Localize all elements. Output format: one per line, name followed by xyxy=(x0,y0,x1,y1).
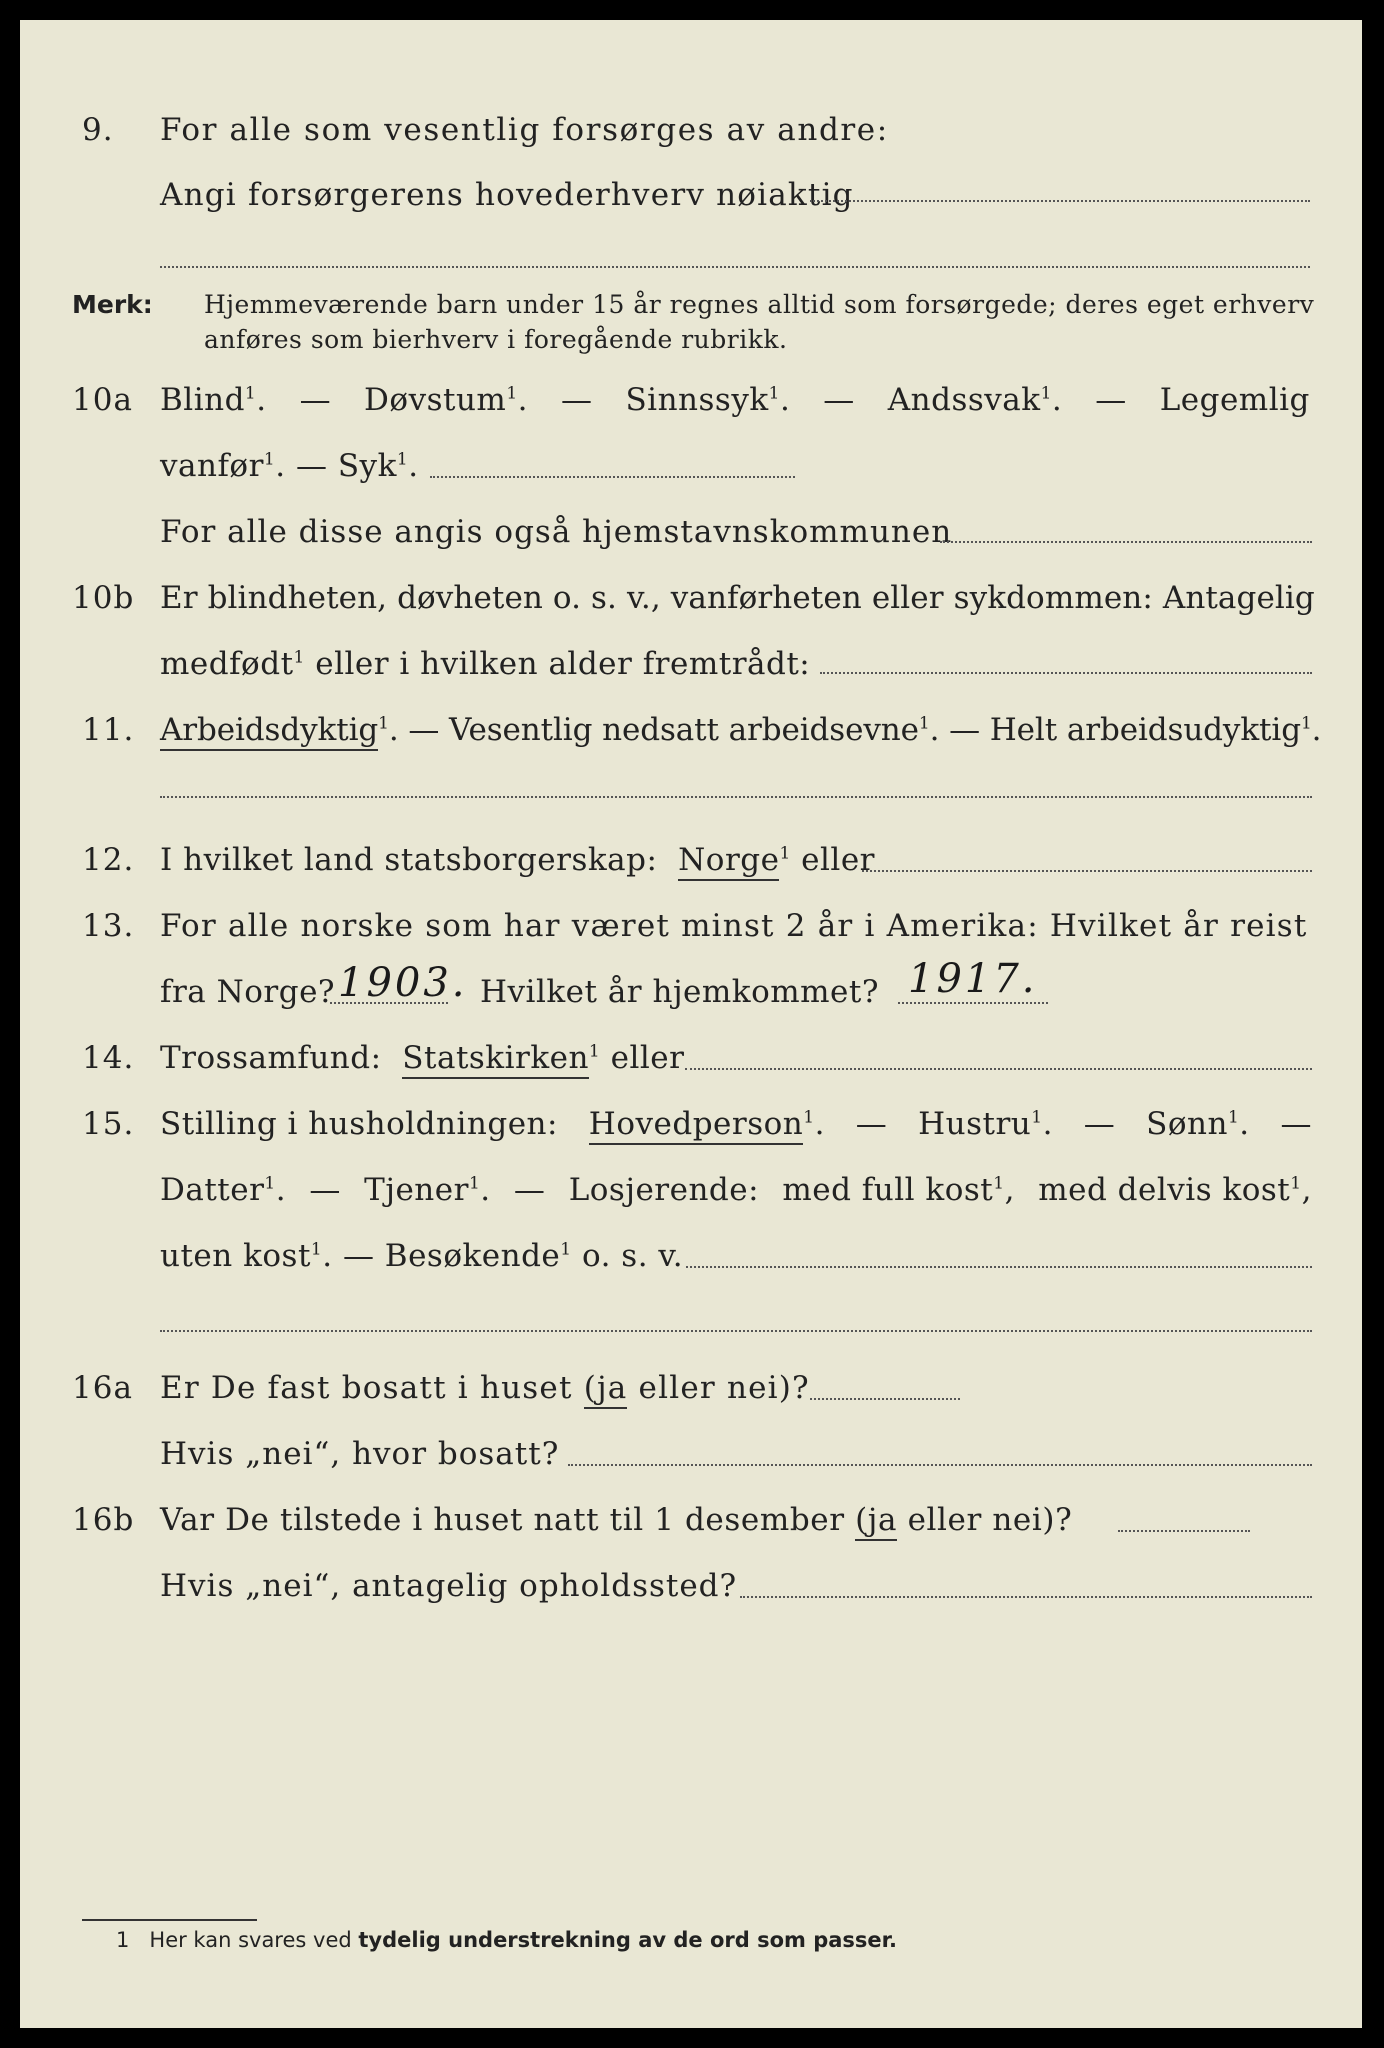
q16a-number: 16a xyxy=(72,1370,133,1406)
opt-hovedperson[interactable]: Hovedperson xyxy=(589,1106,803,1145)
q10a-line3: For alle disse angis også hjemstavnskommunen xyxy=(160,514,953,550)
opt-tjener[interactable]: Tjener xyxy=(364,1172,469,1208)
q15-number: 15. xyxy=(82,1106,135,1142)
q16a-bosatt-line[interactable] xyxy=(568,1464,1312,1466)
opt-arbeidsdyktig[interactable]: Arbeidsdyktig xyxy=(160,712,378,751)
footnote-rule xyxy=(82,1919,257,1921)
merk-line2: anføres som bierhverv i foregående rubrikk. xyxy=(204,325,788,354)
q16a-line2: Hvis „nei“, hvor bosatt? xyxy=(160,1436,560,1472)
opt-andssvak[interactable]: Andssvak xyxy=(887,382,1041,418)
q10b-number: 10b xyxy=(72,580,135,616)
q16b-line2: Hvis „nei“, antagelig opholdssted? xyxy=(160,1568,738,1604)
opt-uten-kost[interactable]: uten kost xyxy=(160,1238,311,1274)
q10a-number: 10a xyxy=(72,382,133,418)
q14-number: 14. xyxy=(82,1040,135,1076)
opt-statskirken[interactable]: Statskirken xyxy=(402,1040,589,1079)
q15-answer-line-2[interactable] xyxy=(160,1330,1312,1332)
opt-vanfor[interactable]: vanfør xyxy=(160,448,264,484)
q16b-line1: Var De tilstede i huset natt til 1 desember (ja eller nei)? xyxy=(160,1502,1072,1538)
q13-fra-norge: fra Norge? xyxy=(160,974,336,1010)
census-form-page xyxy=(20,20,1362,2028)
q16a-answer-line[interactable] xyxy=(810,1398,960,1400)
q10a-line1: Blind$^1$. — Døvstum$^1$. — Sinnssyk$^1$. — Andssvak$^1$. — Legemlig xyxy=(160,382,1310,418)
q11-answer-line[interactable] xyxy=(160,796,1312,798)
q13-number: 13. xyxy=(82,908,135,944)
q13-year-back-handwritten: 1917. xyxy=(908,956,1038,1002)
q13-year-back-line[interactable] xyxy=(898,1002,1048,1004)
opt-nedsatt[interactable]: Vesentlig nedsatt arbeidsevne xyxy=(449,712,919,748)
opt-sonn[interactable]: Sønn xyxy=(1146,1106,1228,1142)
q10a-syk-line[interactable] xyxy=(430,476,795,478)
q16a-line1: Er De fast bosatt i huset (ja eller nei)? xyxy=(160,1370,810,1406)
q10b-line2: medfødt$^1$ eller i hvilken alder fremtrådt: xyxy=(160,646,811,682)
q15-line3: uten kost$^1$. — Besøkende$^1$ o. s. v. xyxy=(160,1238,684,1274)
merk-label: Merk: xyxy=(72,290,153,319)
opt-blind[interactable]: Blind xyxy=(160,382,245,418)
q11-line1: Arbeidsdyktig$^1$. — Vesentlig nedsatt arbeidsevne$^1$. — Helt arbeidsudyktig$^1$. xyxy=(160,712,1321,748)
q12-answer-line[interactable] xyxy=(862,870,1312,872)
footnote-text: Her kan svares ved xyxy=(149,1928,352,1952)
opt-16b-ja[interactable]: (ja xyxy=(855,1502,897,1541)
q16b-opholdssted-line[interactable] xyxy=(740,1596,1312,1598)
q9-answer-line-2[interactable] xyxy=(160,266,1310,268)
q12-line: I hvilket land statsborgerskap: Norge$^1$ eller xyxy=(160,842,875,878)
opt-dovstum[interactable]: Døvstum xyxy=(364,382,507,418)
opt-udyktig[interactable]: Helt arbeidsudyktig xyxy=(989,712,1301,748)
footnote xyxy=(116,1928,897,1952)
merk-line1: Hjemmeværende barn under 15 år regnes alltid som forsørgede; deres eget erhverv xyxy=(204,290,1315,319)
opt-hustru[interactable]: Hustru xyxy=(918,1106,1032,1142)
opt-syk[interactable]: Syk xyxy=(337,448,397,484)
q16b-number: 16b xyxy=(72,1502,135,1538)
q14-line: Trossamfund: Statskirken$^1$ eller xyxy=(160,1040,684,1076)
q15-answer-line[interactable] xyxy=(686,1266,1312,1268)
q14-answer-line[interactable] xyxy=(685,1068,1312,1070)
q9-number: 9. xyxy=(82,112,114,148)
footnote-mark: 1 xyxy=(116,1928,130,1952)
q15-line1: Stilling i husholdningen: Hovedperson$^1$. — Hustru$^1$. — Sønn$^1$. — xyxy=(160,1106,1312,1142)
opt-norge[interactable]: Norge xyxy=(678,842,779,881)
q13-hjemkommet: Hvilket år hjemkommet? xyxy=(480,974,879,1010)
q13-line1: For alle norske som har været minst 2 år i Amerika: Hvilket år reist xyxy=(160,908,1308,944)
opt-legemlig[interactable]: Legemlig xyxy=(1159,382,1310,418)
opt-full-kost[interactable]: med full kost xyxy=(782,1172,994,1208)
footnote-bold: tydelig understrekning av de ord som passer. xyxy=(358,1928,897,1952)
q10b-answer-line[interactable] xyxy=(820,672,1312,674)
opt-16a-ja[interactable]: (ja xyxy=(584,1370,628,1409)
q10a-hjemstavn-line[interactable] xyxy=(940,541,1312,543)
q16b-answer-line[interactable] xyxy=(1118,1530,1250,1532)
q13-year-left-handwritten: 1903. xyxy=(338,960,468,1006)
q9-line1: For alle som vesentlig forsørges av andre: xyxy=(160,112,889,148)
q9-line2: Angi forsørgerens hovederhverv nøiaktig xyxy=(160,177,854,213)
opt-besokende[interactable]: Besøkende xyxy=(384,1238,561,1274)
q15-line2: Datter$^1$. — Tjener$^1$. — Losjerende: med full kost$^1$, med delvis kost$^1$, xyxy=(160,1172,1312,1208)
opt-datter[interactable]: Datter xyxy=(160,1172,265,1208)
q11-number: 11. xyxy=(82,712,135,748)
q10a-line2: vanfør$^1$. — Syk$^1$. xyxy=(160,448,419,484)
q12-number: 12. xyxy=(82,842,135,878)
opt-medfodt[interactable]: medfødt xyxy=(160,646,294,682)
q9-answer-line[interactable] xyxy=(810,200,1310,202)
q10b-line1: Er blindheten, døvheten o. s. v., vanførheten eller sykdommen: Antagelig xyxy=(160,580,1315,616)
opt-delvis-kost[interactable]: med delvis kost xyxy=(1038,1172,1291,1208)
opt-sinnssyk[interactable]: Sinnssyk xyxy=(625,382,769,418)
